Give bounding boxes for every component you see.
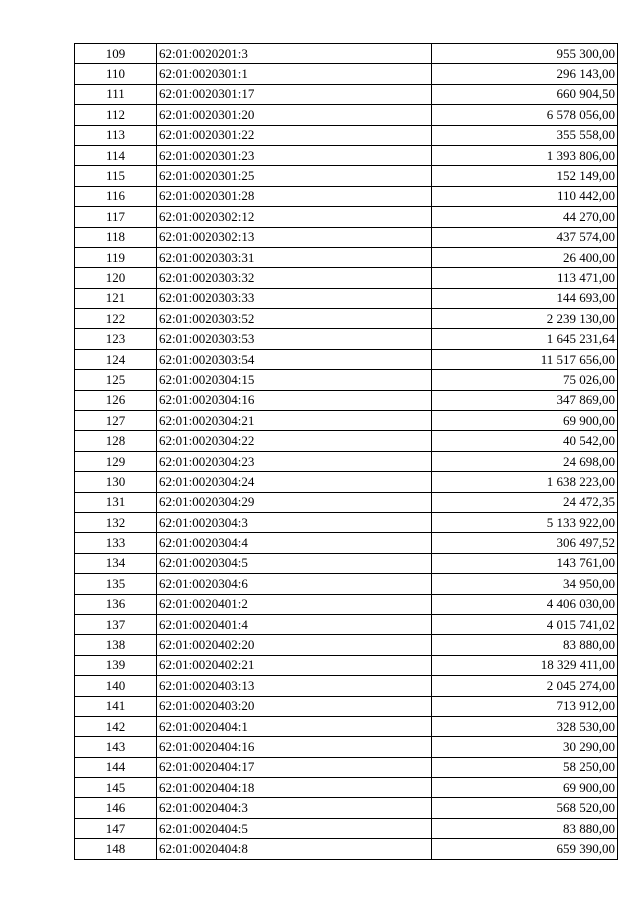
row-number-cell: 110 (75, 64, 157, 84)
value-cell: 44 270,00 (432, 207, 618, 227)
row-number-cell: 131 (75, 492, 157, 512)
cadastral-number-cell: 62:01:0020404:8 (157, 839, 432, 859)
row-number-cell: 124 (75, 349, 157, 369)
value-cell: 34 950,00 (432, 574, 618, 594)
table-row (75, 737, 618, 757)
row-number-cell: 140 (75, 676, 157, 696)
cadastral-number-cell: 62:01:0020304:15 (157, 370, 432, 390)
value-cell: 152 149,00 (432, 166, 618, 186)
row-number-cell: 128 (75, 431, 157, 451)
value-cell: 26 400,00 (432, 247, 618, 267)
table-row (75, 716, 618, 736)
table-row (75, 451, 618, 471)
row-number-cell: 126 (75, 390, 157, 410)
cadastral-number-cell: 62:01:0020304:29 (157, 492, 432, 512)
value-cell: 306 497,52 (432, 533, 618, 553)
value-cell: 2 045 274,00 (432, 676, 618, 696)
table-row (75, 309, 618, 329)
value-cell: 144 693,00 (432, 288, 618, 308)
row-number-cell: 116 (75, 186, 157, 206)
value-cell: 69 900,00 (432, 778, 618, 798)
row-number-cell: 135 (75, 574, 157, 594)
cadastral-number-cell: 62:01:0020301:22 (157, 125, 432, 145)
cadastral-number-cell: 62:01:0020303:53 (157, 329, 432, 349)
value-cell: 83 880,00 (432, 635, 618, 655)
cadastral-number-cell: 62:01:0020303:31 (157, 247, 432, 267)
cadastral-number-cell: 62:01:0020303:52 (157, 309, 432, 329)
row-number-cell: 133 (75, 533, 157, 553)
table-row (75, 798, 618, 818)
cadastral-number-cell: 62:01:0020404:3 (157, 798, 432, 818)
table-row (75, 635, 618, 655)
row-number-cell: 132 (75, 512, 157, 532)
value-cell: 1 645 231,64 (432, 329, 618, 349)
cadastral-number-cell: 62:01:0020201:3 (157, 44, 432, 64)
row-number-cell: 139 (75, 655, 157, 675)
cadastral-number-cell: 62:01:0020301:25 (157, 166, 432, 186)
table-row (75, 64, 618, 84)
value-cell: 955 300,00 (432, 44, 618, 64)
cadastral-number-cell: 62:01:0020303:54 (157, 349, 432, 369)
row-number-cell: 145 (75, 778, 157, 798)
table-row (75, 268, 618, 288)
cadastral-number-cell: 62:01:0020304:21 (157, 411, 432, 431)
cadastral-number-cell: 62:01:0020403:20 (157, 696, 432, 716)
cadastral-number-cell: 62:01:0020402:20 (157, 635, 432, 655)
value-cell: 143 761,00 (432, 553, 618, 573)
cadastral-number-cell: 62:01:0020301:1 (157, 64, 432, 84)
cadastral-number-cell: 62:01:0020304:24 (157, 472, 432, 492)
value-cell: 6 578 056,00 (432, 105, 618, 125)
value-cell: 4 406 030,00 (432, 594, 618, 614)
cadastral-number-cell: 62:01:0020304:23 (157, 451, 432, 471)
table-row (75, 839, 618, 859)
row-number-cell: 129 (75, 451, 157, 471)
table-row (75, 594, 618, 614)
row-number-cell: 121 (75, 288, 157, 308)
row-number-cell: 146 (75, 798, 157, 818)
cadastral-number-cell: 62:01:0020303:33 (157, 288, 432, 308)
value-cell: 713 912,00 (432, 696, 618, 716)
value-cell: 1 638 223,00 (432, 472, 618, 492)
value-cell: 83 880,00 (432, 818, 618, 838)
table-row (75, 533, 618, 553)
cadastral-number-cell: 62:01:0020301:17 (157, 84, 432, 104)
table-body (75, 44, 618, 860)
cadastral-number-cell: 62:01:0020301:28 (157, 186, 432, 206)
row-number-cell: 143 (75, 737, 157, 757)
cadastral-number-cell: 62:01:0020301:20 (157, 105, 432, 125)
value-cell: 347 869,00 (432, 390, 618, 410)
table-row (75, 247, 618, 267)
cadastral-number-cell: 62:01:0020404:1 (157, 716, 432, 736)
table-row (75, 655, 618, 675)
value-cell: 437 574,00 (432, 227, 618, 247)
cadastral-number-cell: 62:01:0020404:17 (157, 757, 432, 777)
cadastral-number-cell: 62:01:0020304:16 (157, 390, 432, 410)
value-cell: 58 250,00 (432, 757, 618, 777)
table-row (75, 472, 618, 492)
row-number-cell: 147 (75, 818, 157, 838)
cadastral-number-cell: 62:01:0020304:3 (157, 512, 432, 532)
row-number-cell: 118 (75, 227, 157, 247)
table-row (75, 44, 618, 64)
row-number-cell: 120 (75, 268, 157, 288)
table-row (75, 696, 618, 716)
row-number-cell: 119 (75, 247, 157, 267)
cadastral-number-cell: 62:01:0020403:13 (157, 676, 432, 696)
table-row (75, 166, 618, 186)
row-number-cell: 109 (75, 44, 157, 64)
cadastral-number-cell: 62:01:0020303:32 (157, 268, 432, 288)
row-number-cell: 137 (75, 614, 157, 634)
cadastral-number-cell: 62:01:0020301:23 (157, 145, 432, 165)
cadastral-number-cell: 62:01:0020304:22 (157, 431, 432, 451)
value-cell: 11 517 656,00 (432, 349, 618, 369)
table-row (75, 105, 618, 125)
row-number-cell: 123 (75, 329, 157, 349)
table-row (75, 370, 618, 390)
row-number-cell: 134 (75, 553, 157, 573)
row-number-cell: 136 (75, 594, 157, 614)
table-row (75, 574, 618, 594)
value-cell: 40 542,00 (432, 431, 618, 451)
cadastral-number-cell: 62:01:0020404:18 (157, 778, 432, 798)
row-number-cell: 112 (75, 105, 157, 125)
row-number-cell: 138 (75, 635, 157, 655)
table-row (75, 676, 618, 696)
value-cell: 113 471,00 (432, 268, 618, 288)
value-cell: 296 143,00 (432, 64, 618, 84)
table-row (75, 329, 618, 349)
cadastral-number-cell: 62:01:0020304:4 (157, 533, 432, 553)
value-cell: 2 239 130,00 (432, 309, 618, 329)
table-row (75, 431, 618, 451)
row-number-cell: 142 (75, 716, 157, 736)
table-row (75, 512, 618, 532)
value-cell: 1 393 806,00 (432, 145, 618, 165)
table-row (75, 411, 618, 431)
table-row (75, 492, 618, 512)
value-cell: 568 520,00 (432, 798, 618, 818)
cadastral-value-table (74, 43, 618, 860)
value-cell: 75 026,00 (432, 370, 618, 390)
table-row (75, 186, 618, 206)
table-row (75, 145, 618, 165)
value-cell: 659 390,00 (432, 839, 618, 859)
row-number-cell: 114 (75, 145, 157, 165)
cadastral-number-cell: 62:01:0020304:6 (157, 574, 432, 594)
table-row (75, 818, 618, 838)
row-number-cell: 127 (75, 411, 157, 431)
cadastral-number-cell: 62:01:0020302:12 (157, 207, 432, 227)
value-cell: 660 904,50 (432, 84, 618, 104)
row-number-cell: 141 (75, 696, 157, 716)
row-number-cell: 125 (75, 370, 157, 390)
table-row (75, 125, 618, 145)
table-row (75, 614, 618, 634)
table-row (75, 349, 618, 369)
value-cell: 328 530,00 (432, 716, 618, 736)
table-row (75, 778, 618, 798)
cadastral-number-cell: 62:01:0020404:5 (157, 818, 432, 838)
value-cell: 4 015 741,02 (432, 614, 618, 634)
row-number-cell: 113 (75, 125, 157, 145)
row-number-cell: 130 (75, 472, 157, 492)
row-number-cell: 148 (75, 839, 157, 859)
table-row (75, 84, 618, 104)
value-cell: 110 442,00 (432, 186, 618, 206)
table-row (75, 207, 618, 227)
table-row (75, 288, 618, 308)
table-row (75, 390, 618, 410)
cadastral-number-cell: 62:01:0020401:2 (157, 594, 432, 614)
value-cell: 24 472,35 (432, 492, 618, 512)
document-table-container (74, 43, 618, 860)
cadastral-number-cell: 62:01:0020402:21 (157, 655, 432, 675)
cadastral-number-cell: 62:01:0020302:13 (157, 227, 432, 247)
cadastral-number-cell: 62:01:0020401:4 (157, 614, 432, 634)
row-number-cell: 122 (75, 309, 157, 329)
row-number-cell: 144 (75, 757, 157, 777)
row-number-cell: 111 (75, 84, 157, 104)
value-cell: 30 290,00 (432, 737, 618, 757)
value-cell: 5 133 922,00 (432, 512, 618, 532)
row-number-cell: 117 (75, 207, 157, 227)
value-cell: 69 900,00 (432, 411, 618, 431)
cadastral-number-cell: 62:01:0020304:5 (157, 553, 432, 573)
table-row (75, 227, 618, 247)
row-number-cell: 115 (75, 166, 157, 186)
value-cell: 355 558,00 (432, 125, 618, 145)
value-cell: 24 698,00 (432, 451, 618, 471)
cadastral-number-cell: 62:01:0020404:16 (157, 737, 432, 757)
value-cell: 18 329 411,00 (432, 655, 618, 675)
table-row (75, 553, 618, 573)
table-row (75, 757, 618, 777)
